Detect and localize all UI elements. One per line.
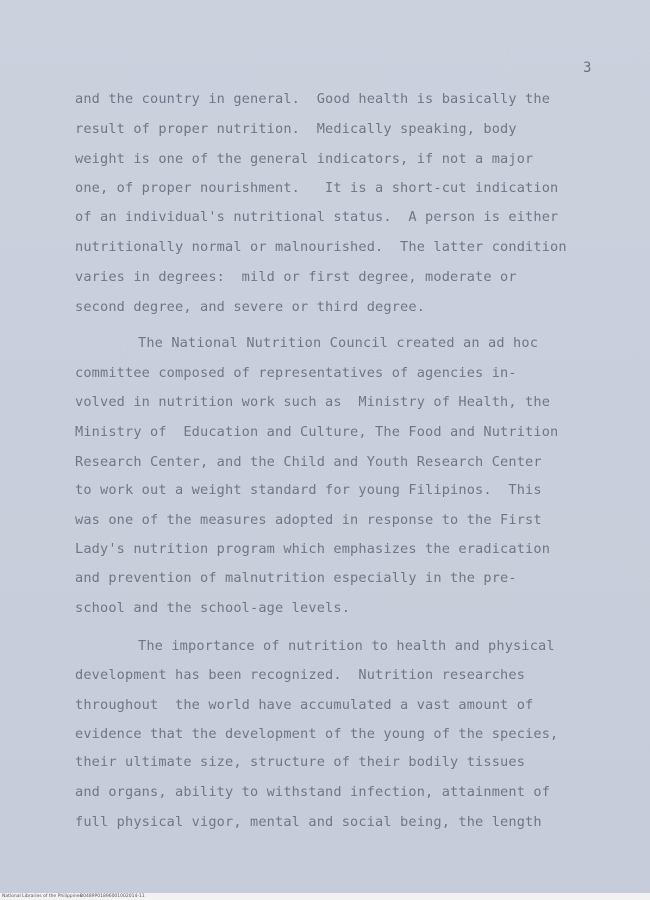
text-line: of an individual's nutritional status. A person is either xyxy=(75,209,559,225)
text-line: full physical vigor, mental and social being, the length xyxy=(75,814,542,830)
text-line: throughout the world have accumulated a vast amount of xyxy=(75,697,534,713)
page-number: 3 xyxy=(583,60,592,76)
text-line: was one of the measures adopted in response to the First xyxy=(75,512,542,528)
text-line: one, of proper nourishment. It is a short-cut indication xyxy=(75,180,559,196)
text-line: to work out a weight standard for young Filipinos. This xyxy=(75,482,542,498)
text-line: The National Nutrition Council created an ad hoc xyxy=(138,335,539,351)
text-line: their ultimate size, structure of their bodily tissues xyxy=(75,754,526,770)
text-line: volved in nutrition work such as Ministry of Health, the xyxy=(75,394,551,410)
text-line: committee composed of representatives of agencies in- xyxy=(75,365,517,381)
text-line: weight is one of the general indicators, if not a major xyxy=(75,151,534,167)
text-line: The importance of nutrition to health and physical xyxy=(138,638,555,654)
text-line: and the country in general. Good health is basically the xyxy=(75,91,551,107)
footer-library: National Libraries of the Philippines xyxy=(2,894,82,899)
text-line: evidence that the development of the young of the species, xyxy=(75,726,559,742)
footer-code: B0489P01896001002014-11 xyxy=(80,894,145,899)
text-line: Research Center, and the Child and Youth Research Center xyxy=(75,454,542,470)
text-line: varies in degrees: mild or first degree, moderate or xyxy=(75,269,517,285)
scan-footer xyxy=(0,893,650,900)
text-line: and prevention of malnutrition especially in the pre- xyxy=(75,570,517,586)
text-line: result of proper nutrition. Medically speaking, body xyxy=(75,121,517,137)
text-line: Lady's nutrition program which emphasizes the eradication xyxy=(75,541,551,557)
text-line: nutritionally normal or malnourished. The latter condition xyxy=(75,239,567,255)
text-line: school and the school-age levels. xyxy=(75,600,351,616)
text-line: second degree, and severe or third degree. xyxy=(75,299,426,315)
text-line: and organs, ability to withstand infection, attainment of xyxy=(75,784,551,800)
text-line: development has been recognized. Nutrition researches xyxy=(75,667,526,683)
text-line: Ministry of Education and Culture, The Food and Nutrition xyxy=(75,424,559,440)
